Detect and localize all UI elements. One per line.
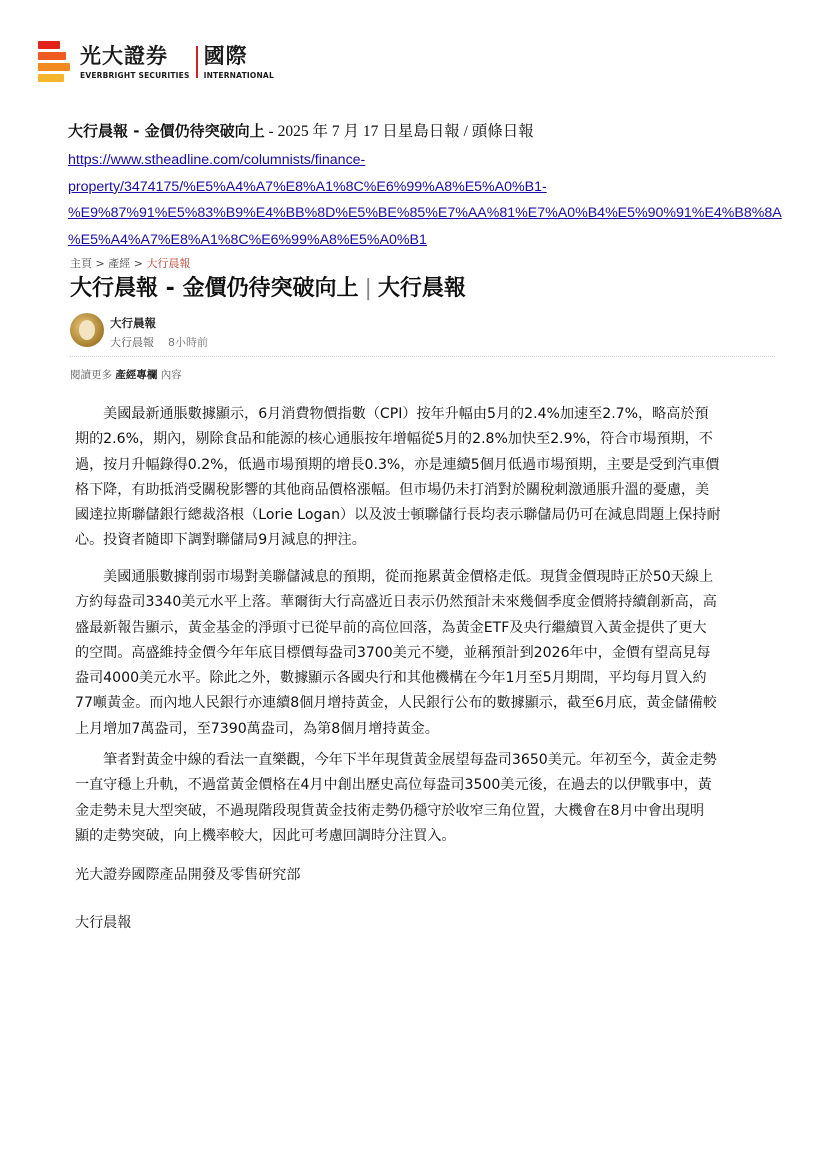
- paragraph-line: 顯的走勢突破，向上機率較大，因此可考慮回調時分注買入。: [75, 827, 456, 844]
- paragraph-line: 美國最新通脹數據顯示，6月消費物價指數（CPI）按年升幅由5月的2.4%加速至2.7%，略高於預: [75, 406, 709, 422]
- article-column-name: 大行晨報: [377, 276, 466, 301]
- paragraph-line: 過，按月升幅錄得0.2%，低過市場預期的增長0.3%，亦是連續5個月低過市場預期，主要是受到汽車價: [75, 456, 720, 473]
- read-more: [70, 367, 182, 382]
- logo-brand-cn: 光大證券: [80, 44, 168, 68]
- breadcrumb: [70, 255, 190, 271]
- paragraph-line: 一直守穩上升軌，不過當黃金價格在4月中創出歷史高位每盎司3500美元後，在過去的以伊戰事中，黃: [75, 777, 712, 794]
- headline-title: 大行晨報 - 金價仍待突破向上: [68, 122, 265, 140]
- read-more-suffix: 內容: [160, 369, 182, 381]
- breadcrumb-current[interactable]: 大行晨報: [146, 257, 191, 270]
- paragraph-line: 77噸黃金。而內地人民銀行亦連續8個月增持黃金，人民銀行公布的數據顯示，截至6月底，黃金儲備較: [75, 695, 717, 712]
- article-title: [70, 274, 466, 304]
- paragraph-line: 上月增加7萬盎司，至7390萬盎司，為第8個月增持黃金。: [75, 720, 439, 737]
- author-column: 大行晨報: [110, 336, 154, 349]
- title-separator: |: [364, 276, 372, 301]
- paragraph-line: 筆者對黃金中線的看法一直樂觀，今年下半年現貨黃金展望每盎司3650美元。年初至今，黃金走勢: [75, 752, 717, 768]
- url-line[interactable]: %E9%87%91%E5%83%B9%E4%BB%8D%E5%BE%85%E7%AA%81%E7%A0%B4%E5%90%91%E4%B8%8A: [68, 205, 782, 221]
- paragraph-line: 金走勢未見大型突破，不過現階段現貨黃金技術走勢仍穩守於收窄三角位置，大機會在8月中會出現明: [75, 802, 705, 819]
- column-signature: 大行晨報: [75, 915, 132, 931]
- article-title-text: 大行晨報 - 金價仍待突破向上: [70, 276, 359, 301]
- paragraph-line: 美國通脹數據削弱市場對美聯儲減息的預期，從而拖累黃金價格走低。現貨金價現時正於50天線上: [75, 569, 714, 585]
- paragraph-line: 的空間。高盛維持金價今年年底目標價每盎司3700美元不變，並稱預計到2026年中，金價有望高見每: [75, 644, 711, 661]
- document-headline: [68, 120, 534, 143]
- source-url-link[interactable]: [68, 147, 782, 253]
- paragraph-line: 盛最新報告顯示，黃金基金的淨頭寸已從早前的高位回落，為黃金ETF及央行繼續買入黃金提供了更大: [75, 619, 707, 636]
- logo-brand-en: EVERBRIGHT SECURITIES: [80, 71, 190, 80]
- company-logo: [38, 40, 274, 84]
- article-paragraph-1: [75, 402, 775, 554]
- breadcrumb-sep: >: [92, 257, 109, 270]
- url-line[interactable]: property/3474175/%E5%A4%A7%E8%A1%8C%E6%99%A8%E5%A0%B1-: [68, 178, 547, 195]
- breadcrumb-sep: >: [130, 257, 147, 270]
- department-signature: 光大證券國際產品開發及零售研究部: [75, 867, 301, 883]
- divider: [70, 356, 775, 357]
- paragraph-line: 盎司4000美元水平。除此之外，數據顯示各國央行和其他機構在今年1月至5月期間，平均每月買入約: [75, 670, 707, 687]
- read-more-link[interactable]: 產經專欄: [115, 369, 158, 381]
- paragraph-line: 心。投資者隨即下調對聯儲局9月減息的押注。: [75, 532, 366, 549]
- breadcrumb-section[interactable]: 產經: [108, 257, 131, 270]
- url-line[interactable]: %E5%A4%A7%E8%A1%8C%E6%99%A8%E5%A0%B1: [68, 231, 427, 248]
- paragraph-line: 期的2.6%，期內，剔除食品和能源的核心通脹按年增幅從5月的2.8%加快至2.9%，符合市場預期，不: [75, 431, 713, 448]
- logo-brand-cn-2: 國際: [203, 44, 248, 68]
- logo-mark-icon: [38, 41, 72, 83]
- breadcrumb-home[interactable]: 主頁: [70, 257, 92, 270]
- paragraph-line: 格下降，有助抵消受關稅影響的其他商品價格漲幅。但市場仍未打消對於關稅刺激通脹升溫的憂慮，美: [75, 481, 710, 498]
- url-line[interactable]: https://www.stheadline.com/columnists/finance-: [68, 152, 366, 168]
- paragraph-line: 方約每盎司3340美元水平上落。華爾街大行高盛近日表示仍然預計未來幾個季度金價將持續創新高，高: [75, 594, 717, 611]
- article-paragraph-2: [75, 565, 775, 742]
- article-meta: [110, 334, 208, 350]
- publish-time: 8小時前: [168, 336, 208, 349]
- paragraph-line: 國達拉斯聯儲銀行總裁洛根（Lorie Logan）以及波士頓聯儲行長均表示聯儲局仍可在減息問題上保持耐: [75, 507, 721, 524]
- article-paragraph-3: [75, 748, 775, 849]
- logo-brand-en-2: INTERNATIONAL: [203, 71, 274, 80]
- logo-divider: [196, 46, 198, 78]
- headline-source: - 2025 年 7 月 17 日星島日報 / 頭條日報: [264, 123, 534, 140]
- author-avatar[interactable]: [70, 313, 104, 347]
- read-more-prefix: 閱讀更多: [70, 369, 112, 381]
- author-name[interactable]: 大行晨報: [110, 316, 156, 330]
